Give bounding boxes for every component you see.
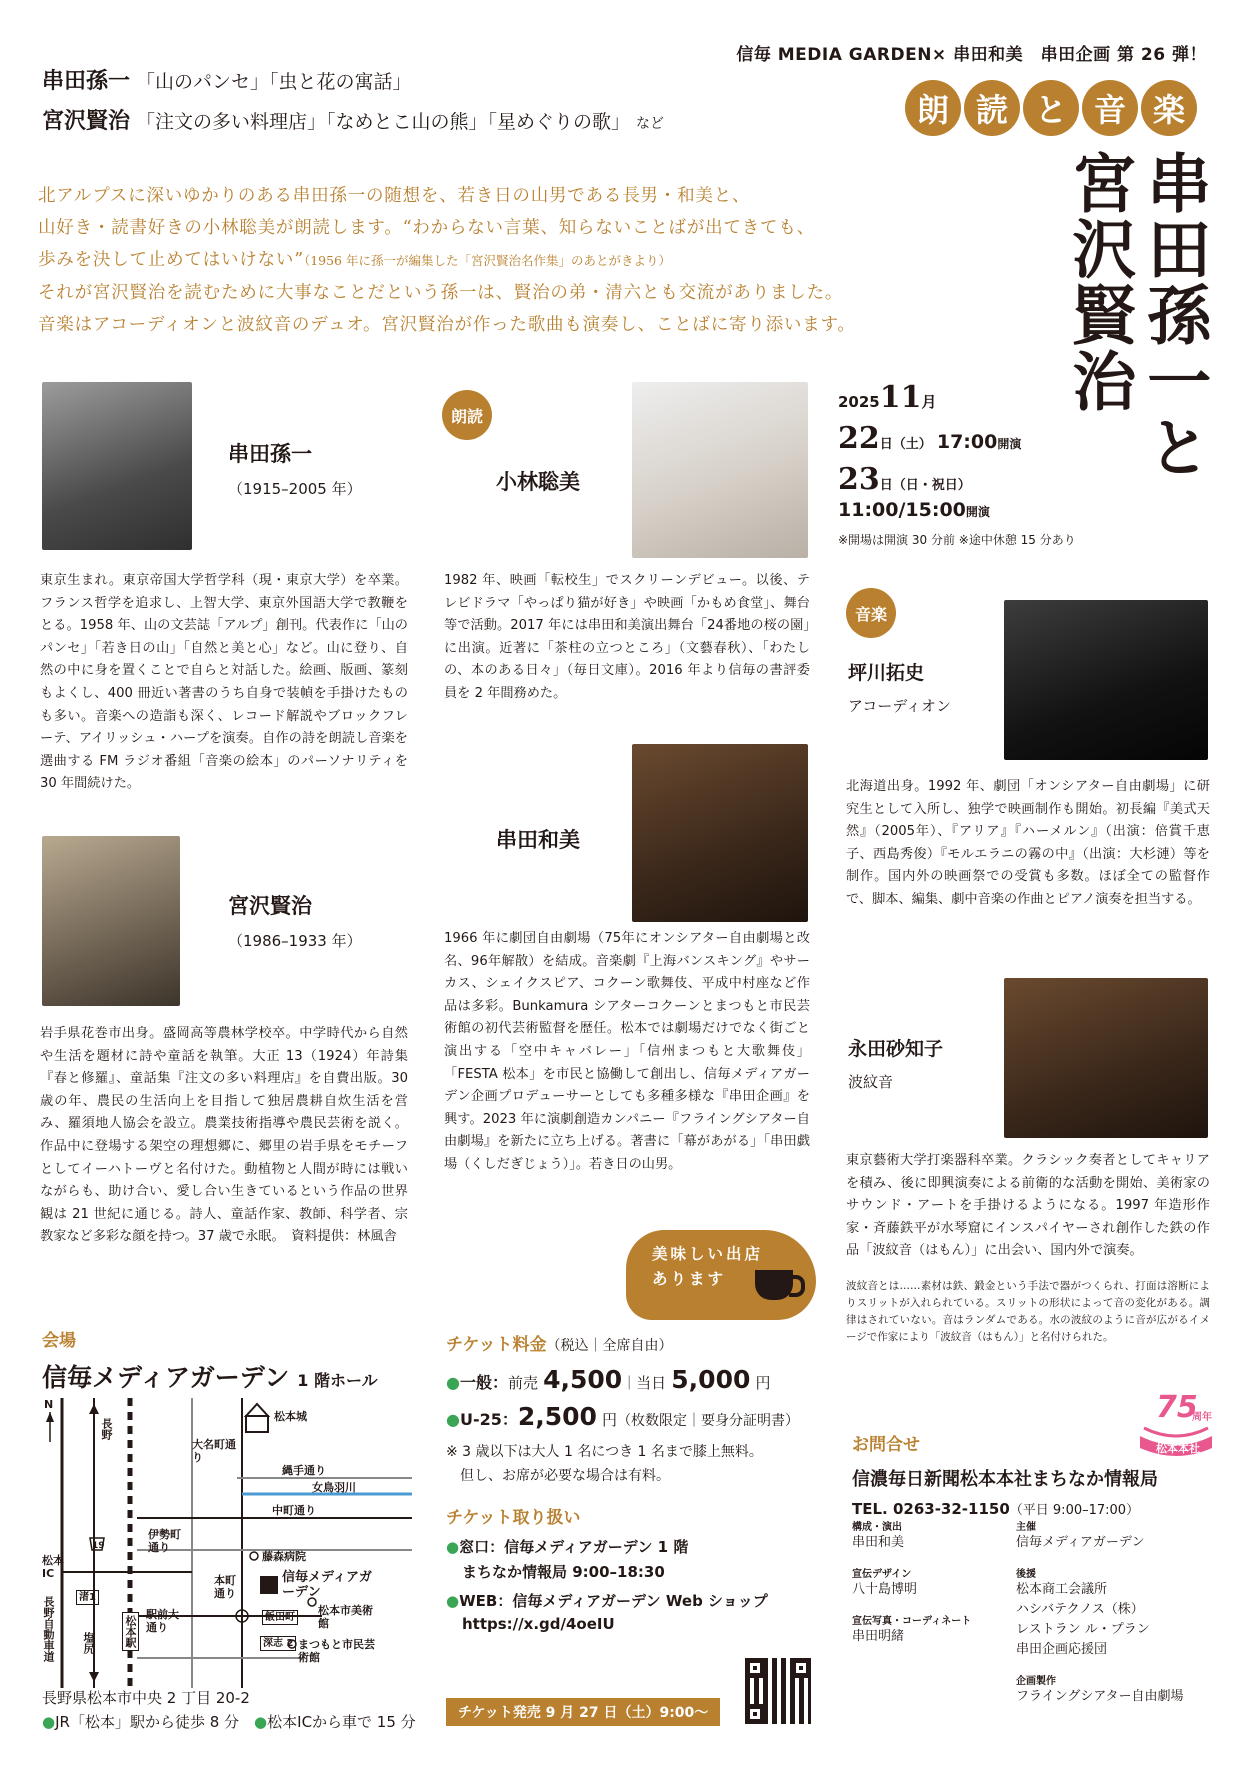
main-title-line1: 串田孫一と [1136, 150, 1212, 480]
event-type-char: 読 [964, 80, 1020, 136]
credits-left [852, 1518, 1012, 1647]
map-matsumotojo: 松本城 [274, 1410, 307, 1423]
magoichi-header [228, 438, 362, 499]
works-miyazawa-titles: 「注文の多い料理店」「なめとこ山の熊」「星めぐりの歌」 [136, 111, 631, 133]
map-ic: 松本IC [42, 1554, 64, 1580]
month: 11 [879, 380, 922, 415]
intro-line [38, 244, 908, 277]
venue-access1: JR「松本」駅から徒歩 8 分 [55, 1713, 240, 1731]
contact-hours: （平日 9:00–17:00） [1009, 1503, 1140, 1518]
dates-note: ※開場は開演 30 分前 ※途中休憩 15 分あり [838, 533, 1076, 547]
works-suffix: など [636, 116, 665, 132]
map-arts-center: まつもと市民芸術館 [298, 1638, 375, 1664]
photo-nagata [1004, 978, 1208, 1138]
intro-line: 山好き・読書好きの小林聡美が朗読します。“わからない言葉、知らないことばが出てきても、 [38, 218, 815, 238]
ticket-u25-note: （枚数限定｜要身分証明書） [617, 1413, 800, 1429]
header-series: 信毎 MEDIA GARDEN× 串田和美 串田企画 第 26 弾！ [736, 45, 1207, 65]
anniversary-unit: 周年 [1192, 1412, 1212, 1423]
ticket-window: ●窓口：信毎メディアガーデン 1 階 [446, 1538, 689, 1556]
day2: 23 [838, 462, 880, 497]
works-kushida-titles: 「山のパンセ」「虫と花の寓話」 [136, 71, 412, 93]
day1-open: 開演 [997, 437, 1022, 451]
map-metoba: 女鳥羽川 [312, 1481, 356, 1494]
map-isemachi: 伊勢町通り [148, 1528, 181, 1554]
kazuyoshi-bio: 1966 年に劇団自由劇場（75年にオンシアター自由劇場と改名、96年解散）を結成。音楽劇『上海バンスキング』やサーカス、シェイクスピア、コクーン歌舞伎、平成中村座など作品は多彩。Bunkamura シアターコクーンとまつもと市民芸術館の初代芸術監督を歴任。松本では劇場だけでなく街ごと演出する「空中キャバレー」「信州まつもと大歌舞伎」「FESTA 松本」を市民と協働して創出し、信毎メディアガーデン企画プロデューサーとしても多種多様な『串田企画』を興す。2023 年に演劇創造カンパニー『フライングシアター自由劇場』を新たに立ち上げる。著書に「幕があがる」「串田戯場（くしだぎじょう）」。若き日の山男。 [444, 931, 810, 1172]
ticket-window2: まちなか情報局 9:00–18:30 [462, 1563, 665, 1581]
day1-suffix: 日（土） [879, 437, 932, 452]
kenji-name: 宮沢賢治 [228, 894, 312, 918]
ticket-yen: 円 [755, 1374, 771, 1392]
tickets-header [446, 1330, 846, 1355]
map-nagawa: 渚1 [76, 1590, 99, 1605]
photo-kushida-kazuyoshi [632, 744, 808, 922]
works-miyazawa [42, 104, 664, 135]
qr-code-icon[interactable] [745, 1658, 811, 1724]
map-fukashi: 深志 2 [260, 1636, 296, 1651]
map-iidamachi: 飯田町 [262, 1610, 298, 1625]
date-day1 [838, 421, 1088, 456]
tickets-label-note: （税込｜全席自由） [546, 1338, 673, 1354]
map-honmachi: 本町通り [214, 1574, 236, 1600]
ticket-door-label: 当日 [636, 1374, 667, 1392]
works-miyazawa-name: 宮沢賢治 [42, 109, 131, 134]
event-type-char: 朗 [905, 80, 961, 136]
map-nawate: 縄手通り [282, 1464, 326, 1477]
venue-name [42, 1358, 378, 1394]
credit-label: 後援 [1016, 1569, 1036, 1580]
ticket-handling-label: チケット取り扱い [446, 1508, 581, 1528]
event-dates [838, 380, 1088, 548]
date-day2 [838, 462, 1088, 497]
magoichi-years: （1915–2005 年） [228, 480, 362, 498]
ticket-note2: 但し、お席が必要な場合は有料。 [460, 1468, 670, 1484]
tsubokawa-bio: 北海道出身。1992 年、劇団「オンシアター自由劇場」に研究生として入所し、独学で映画制作も開始。初長編『美式天然』（2005年）、『アリア』『ハーメルン』（出演：倍賞千恵子、西島秀俊）『モルエラニの霧の中』（出演：大杉漣）等を制作。国内外の映画祭での受賞も多数。ほぼ全ての監督作で、脚本、編集、劇中音楽の作曲とピアノ演奏を担当する。 [846, 779, 1210, 907]
day1-time: 17:00 [936, 431, 998, 453]
map-north: N [44, 1398, 54, 1411]
map-expressway: 長野自動車道 [42, 1596, 55, 1662]
intro-line: それが宮沢賢治を読むために大事なことだという孫一は、賢治の弟・清六とも交流がありました。 [38, 283, 844, 303]
nagata-header [848, 1034, 943, 1092]
intro-quote-end: 歩みを決して止めてはいけない” [38, 250, 304, 270]
contact-org: 信濃毎日新聞松本本社まちなか情報局 [852, 1469, 1158, 1490]
magoichi-name: 串田孫一 [228, 442, 312, 466]
venue-name-text: 信毎メディアガーデン [42, 1363, 290, 1392]
ticket-general-label: 一般： [459, 1373, 508, 1392]
credit-value: 串田和美 [852, 1535, 905, 1550]
anniversary-number: 75 [1156, 1390, 1198, 1425]
music-badge: 音楽 [846, 588, 896, 638]
main-title-line2: 宮沢賢治 [1061, 150, 1137, 414]
venue-access2: 松本ICから車で 15 分 [267, 1713, 416, 1731]
nagata-role: 波紋音 [848, 1073, 894, 1091]
kenji-bio: 岩手県花巻市出身。盛岡高等農林学校卒。中学時代から自然や生活を題材に詩や童話を執筆。大正 13（1924）年詩集『春と修羅』、童話集『注文の多い料理店』を自費出版。30 歳の年、農民の生活向上を目指して独居農耕自炊生活を営み、羅須地人協会を設立。農業技術指導や農民芸術を説く。作品中に登場する架空の理想郷に、郷里の岩手県をモチーフとしてイーハトーヴと名付けた。動植物と人間が時には戦いながらも、助け合い、愛し合い生きているという作品の世界観は 21 世紀に通じる。詩人、童話作家、教師、科学者、宗教家など多彩な顔を持つ。37 歳で永眠。 資料提供：林風舎 [40, 1026, 408, 1245]
credit-value: 信毎メディアガーデン [1016, 1535, 1145, 1550]
contact-block [852, 1430, 1212, 1518]
map-station-ave: 駅前大通り [146, 1608, 179, 1634]
reading-badge: 朗読 [442, 390, 492, 440]
credit-value: 松本商工会議所 ハシバテクノス（株） レストラン ル・プラン 串田企画応援団 [1016, 1582, 1150, 1657]
venue-hall: 1 階ホール [297, 1371, 378, 1390]
event-type-char: と [1023, 80, 1079, 136]
contact-tel-row [852, 1499, 1212, 1518]
food-line1: 美味しい出店 [652, 1245, 764, 1263]
credit-value: フライングシアター自由劇場 [1016, 1689, 1184, 1704]
satomi-name: 小林聡美 [496, 470, 580, 494]
venue-address: 長野県松本市中央 2 丁目 20-2 [42, 1689, 250, 1707]
map-matsumoto-station: 松本駅 [122, 1612, 139, 1651]
tsubokawa-name: 坪川拓史 [848, 662, 925, 684]
food-line2: あります [652, 1270, 727, 1288]
month-suffix: 月 [921, 393, 937, 411]
ticket-advance-price: 4,500 [543, 1365, 623, 1394]
credit-value: 八十島博明 [852, 1582, 918, 1597]
date-year-month [838, 380, 1088, 415]
works-kushida-name: 串田孫一 [42, 69, 131, 94]
hamon-note: 波紋音とは……素材は鉄、鍛金という手法で器がつくられ、打面は溶断によりスリットが入れられている。スリットの形状によって音の変化がある。調律はされていない。音はランダムである。水の波紋のように音が広がるイメージで作家により「波紋音（はもん）」と名付けられた。 [846, 1280, 1210, 1343]
event-type-char: 楽 [1141, 80, 1197, 136]
ticket-window1: 窓口：信毎メディアガーデン 1 階 [459, 1538, 689, 1556]
ticket-note1: ※ 3 歳以下は大人 1 名につき 1 名まで膝上無料。 [446, 1444, 763, 1460]
tickets-block [446, 1330, 846, 1633]
day2-suffix: 日（日・祝日） [879, 478, 971, 493]
day1: 22 [838, 421, 880, 456]
ticket-door-price: 5,000 [671, 1365, 751, 1394]
photo-kobayashi-satomi [632, 382, 808, 558]
credit-label: 主催 [1016, 1522, 1036, 1533]
map-museum: 松本市美術館 [318, 1604, 373, 1630]
map-nakamachi: 中町通り [272, 1504, 316, 1517]
event-type-char: 音 [1082, 80, 1138, 136]
venue-map [42, 1398, 412, 1688]
kenji-header [228, 890, 362, 951]
credits-right [1016, 1518, 1216, 1707]
works-kushida [42, 64, 412, 95]
venue-label: 会場 [42, 1331, 76, 1351]
day2-open: 開演 [965, 505, 990, 519]
map-nagano: 長野 [100, 1418, 113, 1440]
intro-line: 音楽はアコーディオンと波紋音のデュオ。宮沢賢治が作った歌曲も演奏し、ことばに寄り添います。 [38, 315, 856, 335]
ticket-u25: ●U-25：2,500 円（枚数限定｜要身分証明書） [446, 1402, 800, 1431]
credit-label: 宣伝デザイン [852, 1569, 912, 1580]
day2-time: 11:00/15:00 [838, 499, 966, 521]
map-shiojiri: 塩尻 [82, 1632, 95, 1654]
map-omyojin: 大名町通り [192, 1438, 236, 1464]
date-day2-time [838, 499, 1088, 521]
map-venue: 信毎メディアガーデン [282, 1570, 372, 1600]
tickets-label: チケット料金 [446, 1335, 547, 1355]
photo-miyazawa-kenji [42, 836, 180, 1006]
photo-tsubokawa [1004, 600, 1208, 760]
map-route19: 19 [92, 1541, 105, 1551]
ticket-release-banner: チケット発売 9 月 27 日（土）9:00～ [446, 1698, 720, 1726]
ticket-yen: 円 [602, 1411, 618, 1429]
map-fujimori: 藤森病院 [262, 1550, 306, 1563]
kazuyoshi-name: 串田和美 [496, 828, 580, 852]
satomi-bio: 1982 年、映画「転校生」でスクリーンデビュー。以後、テレビドラマ「やっぱり猫が好き」や映画「かもめ食堂」、舞台等で活動。2017 年には串田和美演出舞台「24番地の桜の園」に出演。近著に「茶柱の立つところ」（文藝春秋）、「わたしの、本のある日々」（毎日文庫）。2016 年より信毎の書評委員を 2 年間務めた。 [444, 573, 810, 701]
intro-text [38, 180, 908, 341]
venue-address-block [42, 1686, 416, 1734]
credit-label: 宣伝写真・コーディネート [852, 1616, 972, 1627]
ticket-url-link[interactable]: https://x.gd/4oeIU [462, 1615, 615, 1633]
venue-access: ●JR「松本」駅から徒歩 8 分 ●松本ICから車で 15 分 [42, 1713, 416, 1731]
kenji-years: （1986–1933 年） [228, 932, 362, 950]
event-type-circles [905, 80, 1197, 136]
intro-line: 北アルプスに深いゆかりのある串田孫一の随想を、若き日の山男である長男・和美と、 [38, 186, 751, 206]
coffee-cup-icon [755, 1270, 793, 1300]
year: 2025 [838, 393, 880, 411]
tsubokawa-role: アコーディオン [848, 697, 952, 715]
tsubokawa-header [848, 658, 951, 716]
ticket-general: ●一般：前売 4,500｜当日 5,000 円 [446, 1365, 771, 1394]
ticket-advance-label: 前売 [507, 1374, 538, 1392]
credit-label: 企画製作 [1016, 1676, 1056, 1687]
photo-kushida-magoichi [42, 382, 192, 550]
nagata-bio: 東京藝術大学打楽器科卒業。クラシック奏者としてキャリアを積み、後に即興演奏による前衛的な活動を開始、美術家のサウンド・アートを手掛けるようになる。1997 年造形作家・斉藤鉄平が水琴窟にインスパイヤーされ創作した鉄の作品「波紋音（はもん）」に出会い、国内外で演奏。 [846, 1153, 1210, 1259]
anniversary-org: 松本本社 [1156, 1442, 1200, 1455]
intro-note: （1956 年に孫一が編集した「宮沢賢治名作集」のあとがきより） [303, 253, 671, 268]
nagata-name: 永田砂知子 [848, 1038, 944, 1060]
ticket-web-label: WEB：信毎メディアガーデン Web ショップ [459, 1592, 768, 1610]
ticket-u25-label: U-25： [459, 1410, 518, 1429]
contact-label: お問合せ [852, 1435, 920, 1455]
credit-value: 串田明緒 [852, 1629, 905, 1644]
ticket-web: ●WEB：信毎メディアガーデン Web ショップ [446, 1592, 768, 1610]
magoichi-bio: 東京生まれ。東京帝国大学哲学科（現・東京大学）を卒業。フランス哲学を追求し、上智大学、東京外国語大学で教鞭をとる。1958 年、山の文芸誌「アルプ」創刊。代表作に「山のパンセ」「若き日の山」「自然と美と心」など。山に登り、自然の中に身を置くことで自らと対話した。絵画、版画、篆刻もよくし、400 冊近い著書のうち自身で装幀を手掛けたものも多い。音楽への造詣も深く、レコード解説やブロックフレーテ、アイリッシュ・ハープを演奏。自作の詩を朗読し音楽を選曲する FM ラジオ番組「音楽の絵本」のパーソナリティを 30 年間続けた。 [40, 573, 408, 792]
contact-tel[interactable]: TEL. 0263-32-1150 [852, 1500, 1010, 1518]
credit-label: 構成・演出 [852, 1522, 902, 1533]
ticket-u25-price: 2,500 [517, 1402, 597, 1431]
